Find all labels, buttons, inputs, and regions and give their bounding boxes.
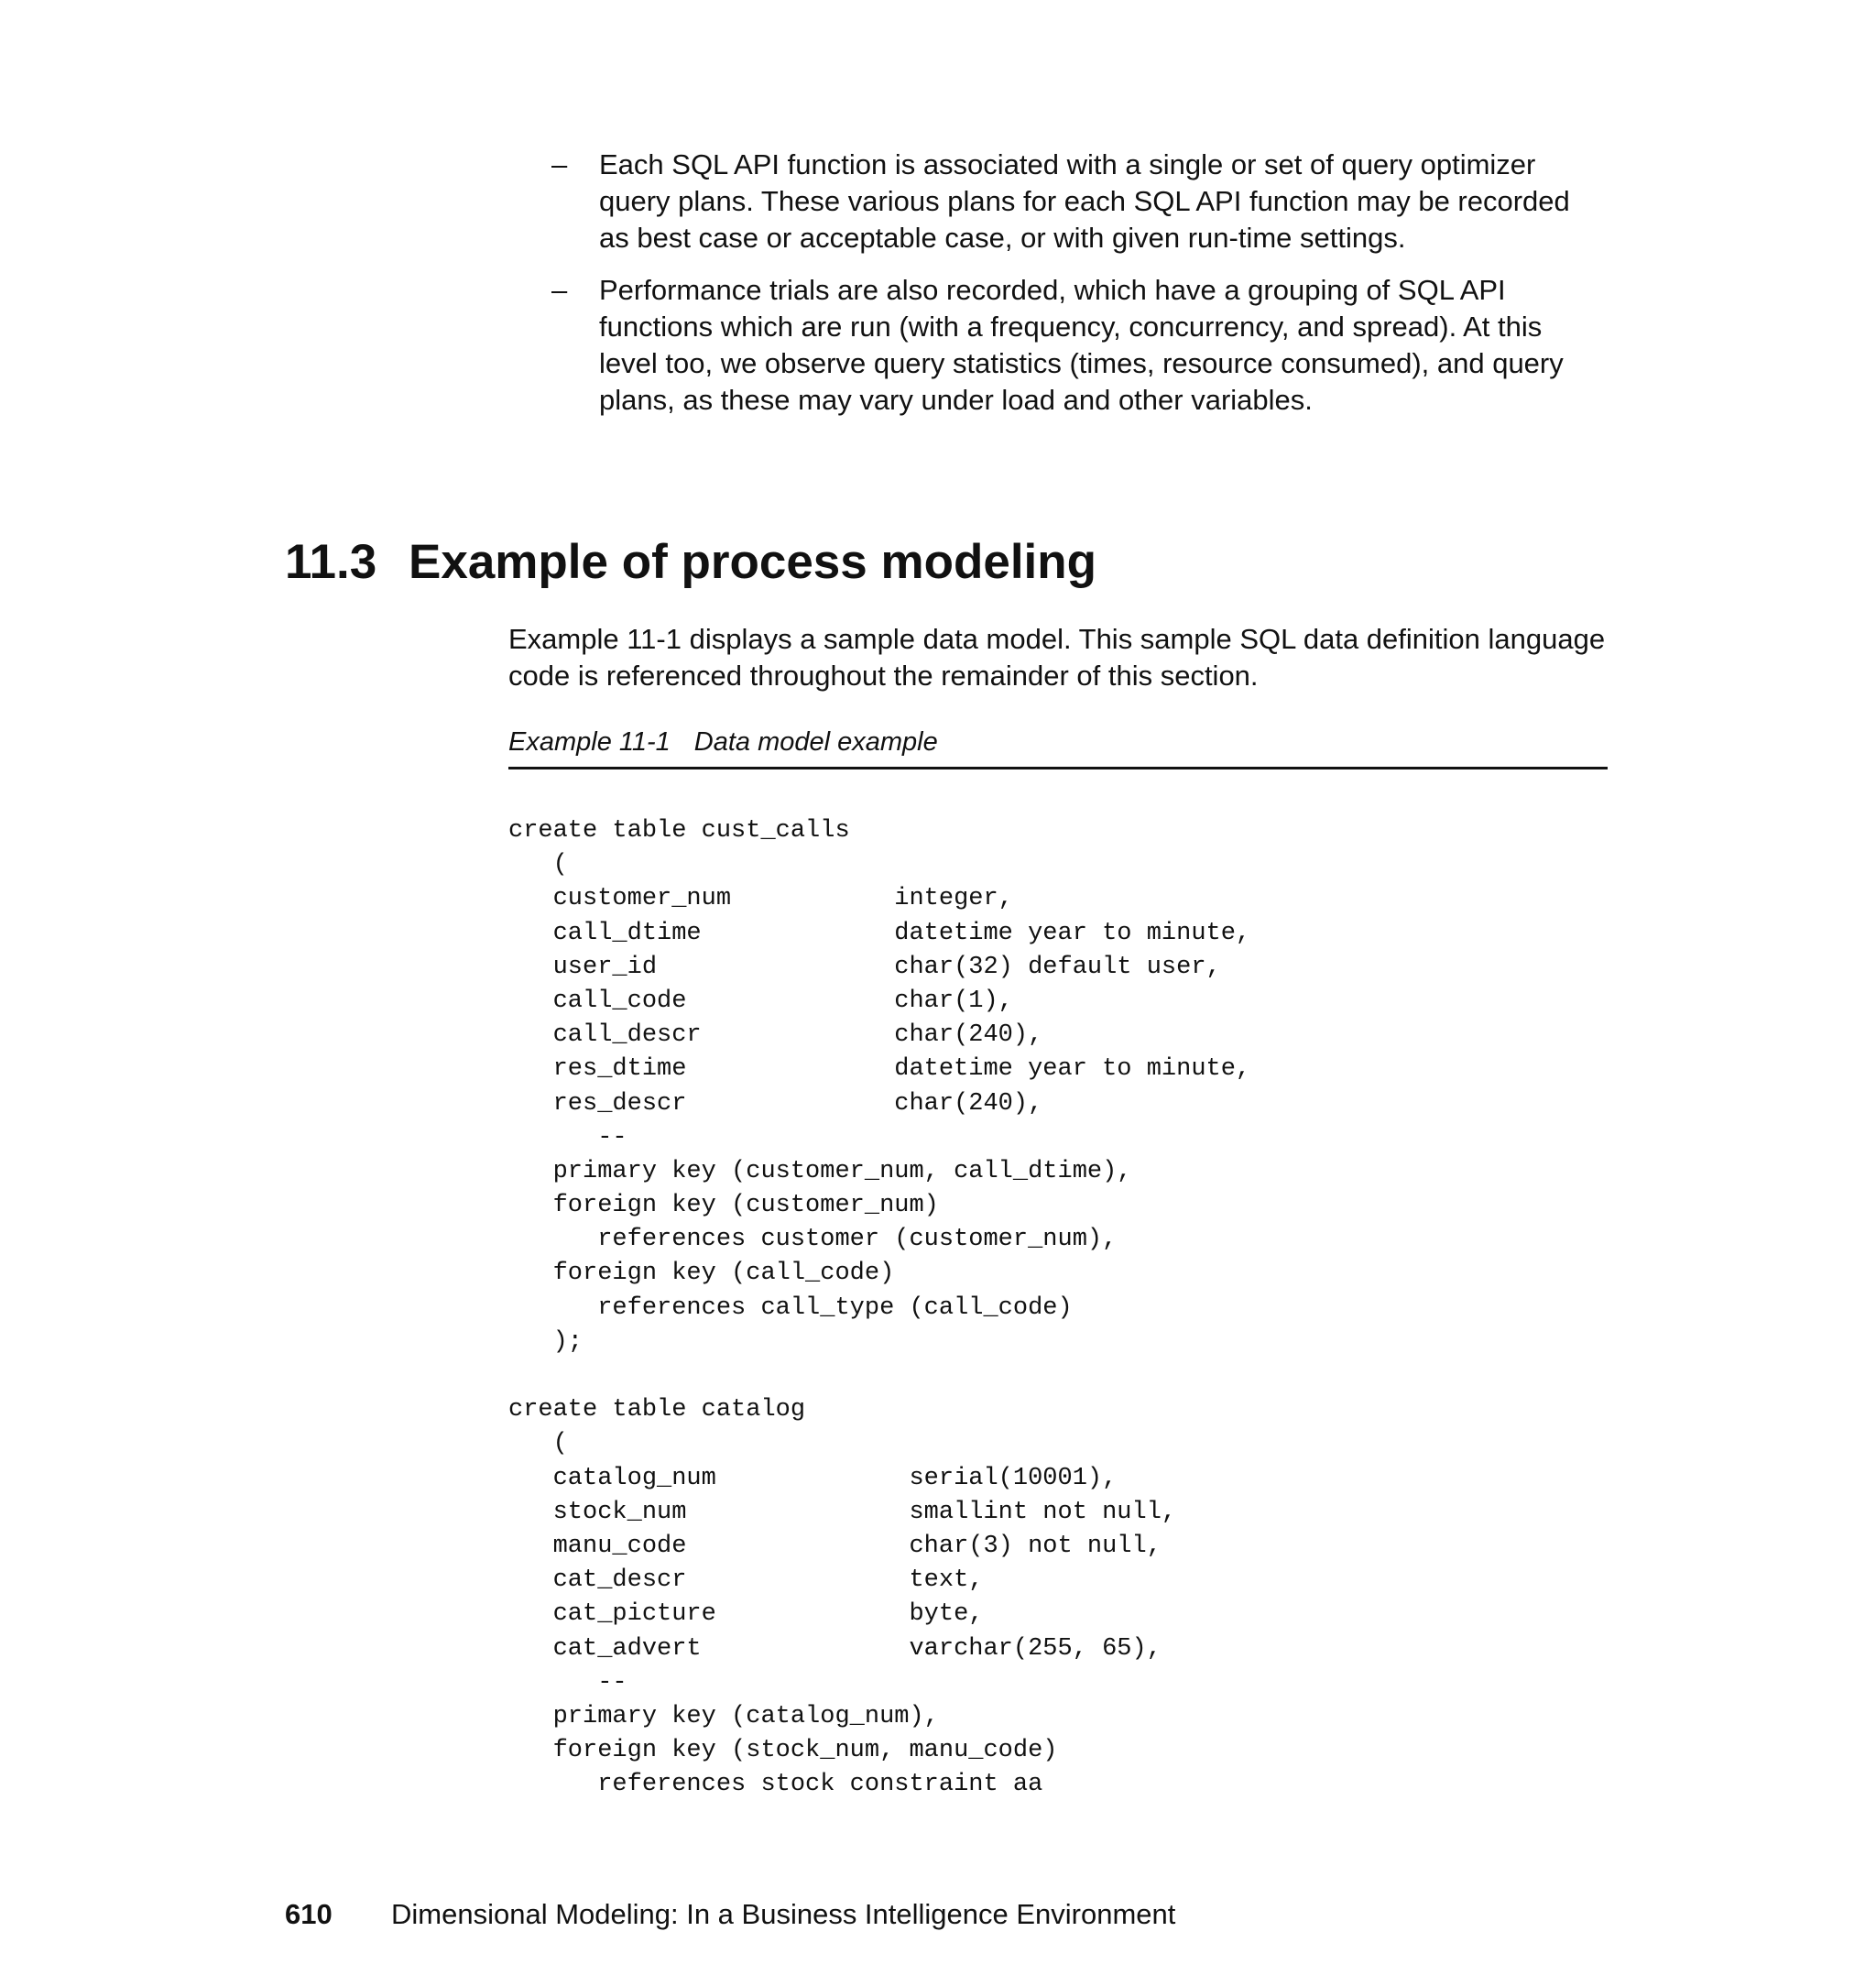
- code-line: user_id char(32) default user,: [508, 953, 1221, 981]
- code-line: customer_num integer,: [508, 885, 1013, 913]
- bullet-text: Performance trials are also recorded, which have a grouping of SQL API functions which are run (with a frequency, concurrency, and spread). At this level too, we observe query statistics (times, resource consumed), and query plans, as these may vary under load and other variables.: [599, 274, 1564, 416]
- code-line: res_descr char(240),: [508, 1089, 1043, 1118]
- intro-paragraph: Example 11-1 displays a sample data model. This sample SQL data definition language code is referenced throughout the remainder of this section.: [508, 623, 1606, 692]
- code-line: cat_picture byte,: [508, 1600, 984, 1629]
- code-line: foreign key (call_code): [508, 1260, 895, 1288]
- code-line: );: [508, 1327, 584, 1356]
- bullet-list: [551, 147, 1605, 434]
- dash-marker: –: [551, 148, 568, 180]
- code-line: primary key (catalog_num),: [508, 1702, 939, 1730]
- code-line: call_descr char(240),: [508, 1021, 1043, 1050]
- code-line: primary key (customer_num, call_dtime),: [508, 1157, 1132, 1185]
- example-caption: [508, 726, 938, 758]
- code-line: (: [508, 1430, 568, 1458]
- page-number: 610: [285, 1898, 333, 1930]
- code-line: manu_code char(3) not null,: [508, 1532, 1162, 1560]
- code-line: create table catalog: [508, 1396, 806, 1424]
- code-line: cat_descr text,: [508, 1566, 984, 1595]
- code-block: [508, 814, 1250, 1802]
- section-heading: [285, 533, 1096, 592]
- code-line: res_dtime datetime year to minute,: [508, 1055, 1251, 1084]
- code-line: references stock constraint aa: [508, 1771, 1043, 1799]
- bullet-text: Each SQL API function is associated with a single or set of query optimizer query plans. These various plans for each SQL API function may be recorded as best case or acceptable case, or with given run-time settings.: [599, 148, 1570, 254]
- book-title: Dimensional Modeling: In a Business Intelligence Environment: [391, 1898, 1176, 1930]
- section-number: 11.3: [285, 535, 377, 589]
- code-line: call_code char(1),: [508, 987, 1013, 1015]
- code-line: [508, 1359, 1250, 1393]
- code-line: create table cust_calls: [508, 817, 850, 845]
- code-line: references call_type (call_code): [508, 1293, 1073, 1322]
- code-line: foreign key (stock_num, manu_code): [508, 1737, 1058, 1765]
- bullet-item: [551, 272, 1605, 419]
- code-line: references customer (customer_num),: [508, 1226, 1118, 1254]
- dash-marker: –: [551, 274, 568, 306]
- caption-rule: [508, 767, 1608, 769]
- code-line: call_dtime datetime year to minute,: [508, 919, 1251, 947]
- code-line: cat_advert varchar(255, 65),: [508, 1634, 1162, 1663]
- code-line: foreign key (customer_num): [508, 1192, 939, 1220]
- code-line: --: [508, 1123, 627, 1151]
- code-line: stock_num smallint not null,: [508, 1498, 1177, 1526]
- example-label: Example 11-1: [508, 727, 671, 757]
- code-line: catalog_num serial(10001),: [508, 1464, 1118, 1492]
- section-title: Example of process modeling: [409, 535, 1097, 589]
- code-line: (: [508, 851, 568, 879]
- code-line: --: [508, 1668, 627, 1697]
- example-title: Data model example: [693, 727, 938, 757]
- bullet-item: [551, 147, 1605, 256]
- page-footer: [285, 1896, 1175, 1933]
